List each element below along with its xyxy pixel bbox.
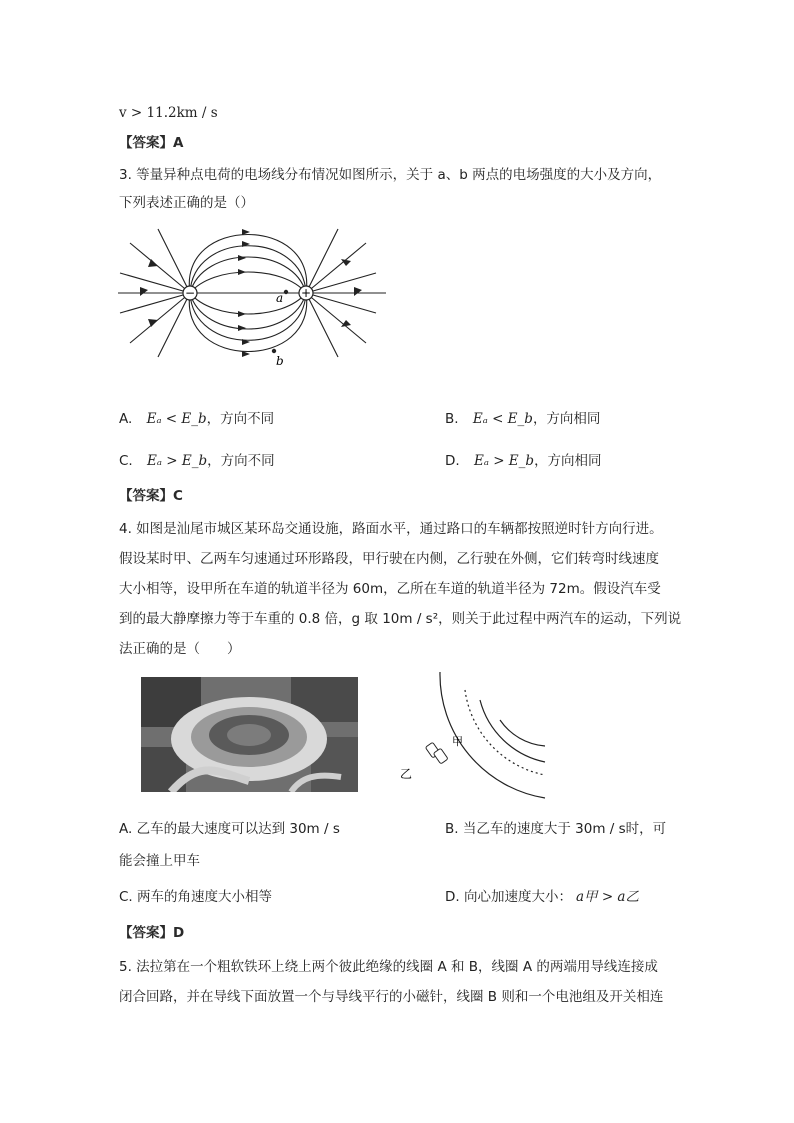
q4-stem-line3: 大小相等，设甲所在车道的轨道半径为 60m，乙所在车道的轨道半径为 72m。假设汽车受 bbox=[119, 581, 661, 597]
point-b-dot bbox=[272, 349, 276, 353]
q3-answer: 【答案】C bbox=[119, 488, 183, 504]
point-a-label: a bbox=[276, 291, 284, 305]
label-yi: 乙 bbox=[400, 767, 413, 781]
inner-track bbox=[500, 720, 545, 746]
q4-option-a[interactable]: A. 乙车的最大速度可以达到 30m / s bbox=[119, 821, 340, 837]
lane-diagram bbox=[400, 670, 550, 800]
negative-charge-symbol: − bbox=[184, 286, 196, 300]
q4-stem-line2: 假设某时甲、乙两车匀速通过环形路段，甲行驶在内侧，乙行驶在外侧，它们转弯时线速度 bbox=[119, 551, 659, 567]
point-a-dot bbox=[284, 290, 288, 294]
q3-stem-line2: 下列表述正确的是（） bbox=[119, 195, 254, 211]
q4-stem-line5: 法正确的是（ ） bbox=[119, 641, 241, 657]
electric-field-diagram bbox=[118, 225, 388, 370]
q3-option-c[interactable]: C. Eₐ > E_b，方向不同 bbox=[119, 453, 275, 469]
q4-stem-line1: 4. 如图是汕尾市城区某环岛交通设施，路面水平，通过路口的车辆都按照逆时针方向行进。 bbox=[119, 521, 663, 537]
q5-stem-line1: 5. 法拉第在一个粗软铁环上绕上两个彼此绝缘的线圈 A 和 B，线圈 A 的两端用导线连接成 bbox=[119, 959, 658, 975]
label-jia: 甲 bbox=[452, 735, 463, 748]
q3-option-a[interactable]: A. Eₐ < E_b，方向不同 bbox=[119, 411, 275, 427]
q4-option-b-cont: 能会撞上甲车 bbox=[119, 853, 200, 869]
roundabout-photo bbox=[141, 677, 358, 792]
lane-divider bbox=[465, 690, 545, 775]
q2-answer: 【答案】A bbox=[119, 135, 184, 151]
q5-stem-line2: 闭合回路，并在导线下面放置一个与导线平行的小磁针，线圈 B 则和一个电池组及开关相连 bbox=[119, 989, 664, 1005]
q4-option-b[interactable]: B. 当乙车的速度大于 30m / s时，可 bbox=[445, 821, 667, 837]
q4-stem-line4: 到的最大静摩擦力等于车重的 0.8 倍，g 取 10m / s²，则关于此过程中两汽车的运动，下列说 bbox=[119, 611, 682, 627]
q3-option-b[interactable]: B. Eₐ < E_b，方向相同 bbox=[445, 411, 601, 427]
velocity-condition: v > 11.2km / s bbox=[119, 105, 218, 121]
point-b-label: b bbox=[276, 354, 284, 368]
positive-charge-symbol: + bbox=[300, 286, 312, 300]
inner-lane-edge bbox=[480, 700, 545, 762]
q4-option-d[interactable]: D. 向心加速度大小： a甲 > a乙 bbox=[445, 889, 639, 905]
q3-stem-line1: 3. 等量异种点电荷的电场线分布情况如图所示，关于 a、b 两点的电场强度的大小及方向， bbox=[119, 167, 662, 183]
q4-option-c[interactable]: C. 两车的角速度大小相等 bbox=[119, 889, 273, 905]
q4-answer: 【答案】D bbox=[119, 925, 185, 941]
q3-option-d[interactable]: D. Eₐ > E_b，方向相同 bbox=[445, 453, 602, 469]
